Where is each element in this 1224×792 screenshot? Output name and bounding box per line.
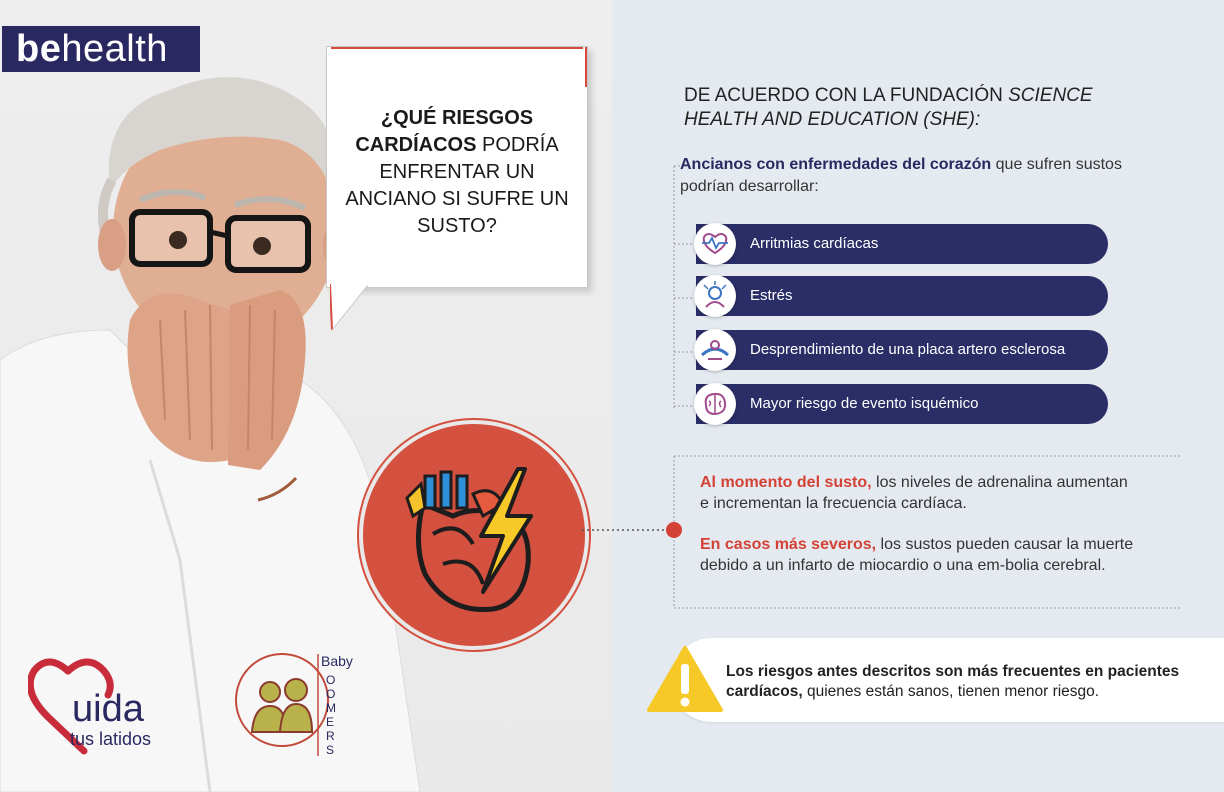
- svg-text:E: E: [326, 715, 335, 729]
- severe-text: En casos más severos, los sustos pueden causar la muerte debido a un infarto de miocardio o una em-bolia cerebral.: [700, 536, 1134, 574]
- brain-icon: [694, 383, 736, 425]
- heartbeat-icon: [694, 223, 736, 265]
- warning-icon: [646, 644, 724, 714]
- artery-plaque-icon: [694, 329, 736, 371]
- svg-text:R: R: [326, 729, 335, 743]
- risk-item-stress: Estrés: [696, 276, 1108, 316]
- oomers-letters: [326, 673, 336, 757]
- svg-text:O: O: [326, 673, 336, 687]
- svg-text:O: O: [326, 687, 336, 701]
- vida-sub: tus latidos: [70, 729, 152, 749]
- vida-tus-latidos-logo[interactable]: [28, 655, 188, 760]
- stress-icon: [694, 275, 736, 317]
- heart-lightning-icon: [363, 424, 585, 646]
- risk-item-plaque: Desprendimiento de una placa artero esclerosa: [696, 330, 1108, 370]
- question-text: ¿QUÉ RIESGOS CARDÍACOS PODRÍA ENFRENTAR UN ANCIANO SI SUFRE UN SUSTO?: [345, 107, 569, 237]
- source-heading: DE ACUERDO CON LA FUNDACIÓN SCIENCE HEALTH AND EDUCATION (SHE):: [684, 85, 1093, 130]
- heart-circle: [359, 420, 589, 650]
- risk-item-arrhythmia: Arritmias cardíacas: [696, 224, 1108, 264]
- svg-text:M: M: [326, 701, 336, 715]
- baby-boomers-logo[interactable]: [232, 650, 372, 765]
- svg-text:S: S: [326, 743, 335, 757]
- moment-text: Al momento del susto, los niveles de adrenalina aumentan e incrementan la frecuencia cardíaca.: [700, 474, 1128, 512]
- intro-text: Ancianos con enfermedades del corazón que sufren sustos podrían desarrollar:: [680, 156, 1122, 195]
- question-bubble: [326, 46, 588, 288]
- warning-text: Los riesgos antes descritos son más frecuentes en pacientes cardíacos, quienes están sanos, tienen menor riesgo.: [726, 663, 1180, 700]
- behealth-logo[interactable]: behealth: [2, 26, 200, 72]
- vida-word: uida: [72, 688, 144, 730]
- bubble-tail: [330, 284, 370, 334]
- baby-word: Baby: [321, 653, 353, 669]
- risk-item-ischemic: Mayor riesgo de evento isquémico: [696, 384, 1108, 424]
